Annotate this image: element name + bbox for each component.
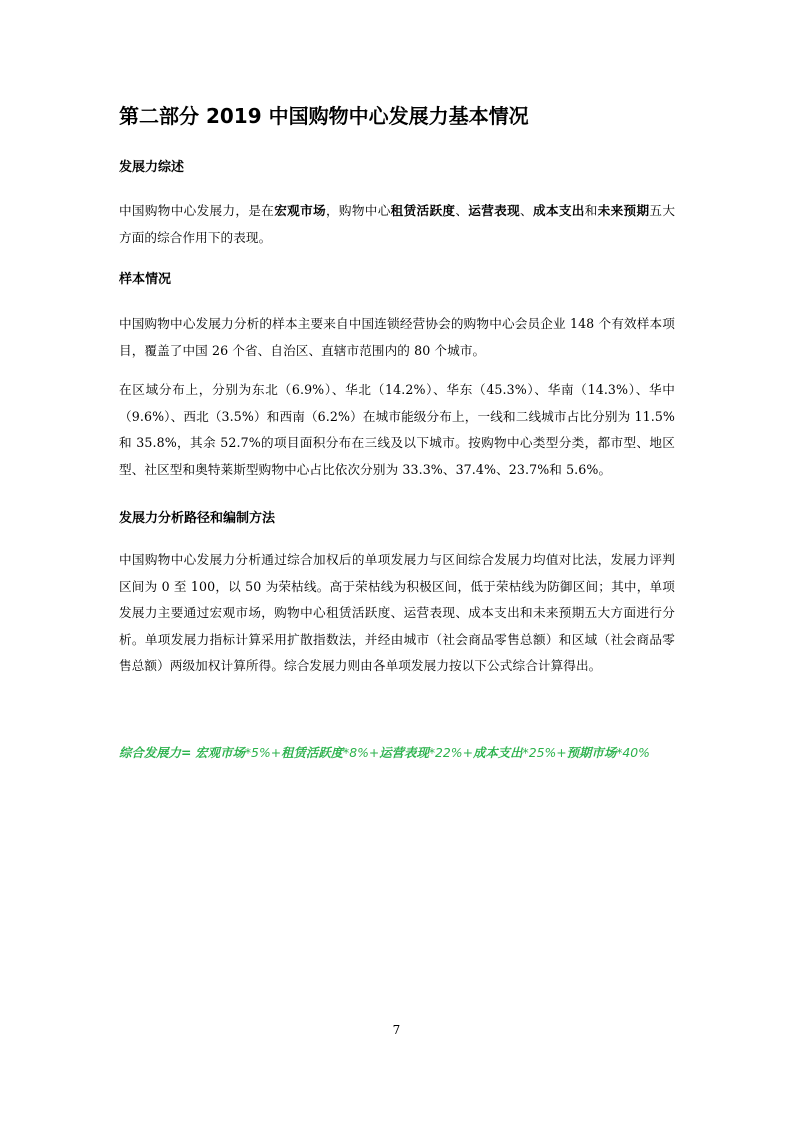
formula-factor-macro-market: 宏观市场 [195, 745, 245, 760]
sample-paragraph-1: 中国购物中心发展力分析的样本主要来自中国连锁经营协会的购物中心会员企业 148 个有效样本项目，覆盖了中国 26 个省、自治区、直辖市范围内的 80 个城市。 [119, 316, 675, 358]
overview-text-5: 和 [584, 203, 598, 218]
formula-weight-3: *22%+ [428, 745, 473, 760]
sample-paragraph-2: 在区域分布上，分别为东北（6.9%）、华北（14.2%）、华东（45.3%）、华南（14.3%）、华中（9.6%）、西北（3.5%）和西南（6.2%）在城市能级分布上，一线和二线城市占比分别为 11.5%和 35.8%，其余 52.7%的项目面积分布在三线及以下城市。按购物中心类型分类，都市型、地区型、社区型和奥特莱斯型购物中心占比依次分别为 33.3%、37.4%、23.7%和 5.6%。 [119, 382, 675, 477]
formula-weight-4: *25%+ [522, 745, 567, 760]
method-paragraph: 中国购物中心发展力分析通过综合加权后的单项发展力与区间综合发展力均值对比法，发展力评判区间为 0 至 100，以 50 为荣枯线。高于荣枯线为积极区间，低于荣枯线为防御区间；其中，单项发展力主要通过宏观市场，购物中心租赁活跃度、运营表现、成本支出和未来预期五大方面进行分析。单项发展力指标计算采用扩散指数法，并经由城市（社会商品零售总额）和区域（社会商品零售总额）两级加权计算所得。综合发展力则由各单项发展力按以下公式综合计算得出。 [119, 552, 675, 673]
page-title: 第二部分 2019 中国购物中心发展力基本情况 [119, 104, 529, 128]
overview-bold-cost: 成本支出 [532, 203, 585, 218]
formula-factor-expectation: 预期市场 [566, 745, 617, 760]
overview-text-1: 中国购物中心发展力，是在 [119, 203, 275, 218]
overview-paragraph [119, 198, 675, 251]
overview-bold-operations: 运营表现 [468, 203, 521, 218]
section-heading-method: 发展力分析路径和编制方法 [119, 511, 276, 526]
page-number: 7 [392, 1023, 401, 1037]
overview-bold-expectation: 未来预期 [597, 203, 650, 218]
formula-factor-leasing: 租赁活跃度 [281, 745, 344, 760]
formula-weight-2: *8%+ [343, 745, 380, 760]
overview-bold-macro-market: 宏观市场 [274, 203, 326, 218]
overview-text-6: 五大方面的综合作用下的表现。 [119, 203, 676, 245]
formula-weight-5: *40% [616, 745, 650, 760]
overview-text-2: ，购物中心 [325, 203, 391, 218]
section-heading-overview: 发展力综述 [119, 160, 185, 175]
formula-line [119, 742, 679, 764]
formula-weight-1: *5%+ [244, 745, 282, 760]
overview-text-3: 、 [455, 203, 469, 218]
formula-factor-operations: 运营表现 [379, 745, 429, 760]
overview-text-4: 、 [520, 203, 533, 218]
section-heading-sample: 样本情况 [119, 272, 172, 287]
formula-factor-cost: 成本支出 [472, 745, 523, 760]
formula-label: 综合发展力= [119, 745, 192, 760]
overview-bold-leasing-activity: 租赁活跃度 [390, 203, 456, 218]
